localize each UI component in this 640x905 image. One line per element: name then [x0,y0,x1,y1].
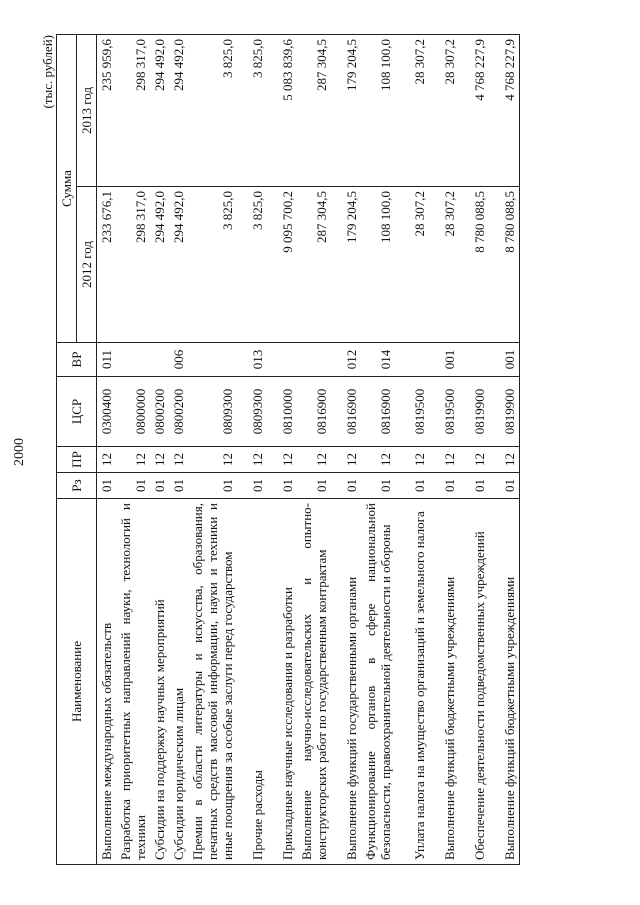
row-pr: 12 [297,447,331,473]
row-pr: 12 [169,447,188,473]
header-vr: ВР [57,343,97,377]
row-sum-2012: 294 492,0 [169,187,188,343]
table-row [267,35,297,865]
row-csr: 0816900 [297,377,331,447]
table-row [116,35,150,865]
row-pr: 12 [188,447,237,473]
row-vr: 012 [331,343,361,377]
row-vr: 001 [429,343,459,377]
row-vr [188,343,237,377]
row-sum-2013: 28 307,2 [395,35,429,187]
table-row [150,35,169,865]
row-pr: 12 [331,447,361,473]
row-vr: 006 [169,343,188,377]
row-csr: 0800200 [150,377,169,447]
units-label: (тыс. рублей) [40,35,55,109]
row-rz: 01 [97,473,117,499]
row-name: Прочие расходы [237,499,267,865]
row-sum-2012: 28 307,2 [429,187,459,343]
row-sum-2013: 28 307,2 [429,35,459,187]
row-csr: 0810000 [267,377,297,447]
header-pr: ПР [57,447,97,473]
row-vr [459,343,489,377]
row-vr: 013 [237,343,267,377]
row-csr: 0819500 [429,377,459,447]
header-rz: Рз [57,473,97,499]
header-year-2013: 2013 год [77,35,97,187]
row-sum-2012: 28 307,2 [395,187,429,343]
row-sum-2013: 108 100,0 [361,35,395,187]
row-csr: 0809300 [188,377,237,447]
row-name: Функционирование органов в сфере национальной безопасности, правоохранительной деятельности и обороны [361,499,395,865]
header-sum: Сумма [57,35,77,343]
row-pr: 12 [361,447,395,473]
table-row [331,35,361,865]
table-row [97,35,117,865]
table-row [361,35,395,865]
row-csr: 0809300 [237,377,267,447]
row-sum-2013: 294 492,0 [150,35,169,187]
row-pr: 12 [459,447,489,473]
table-header [57,35,97,865]
row-vr [395,343,429,377]
row-vr [150,343,169,377]
row-name: Выполнение научно-исследовательских и опытно-конструкторских работ по государственным контрактам [297,499,331,865]
table-row [395,35,429,865]
row-csr: 0819900 [459,377,489,447]
row-csr: 0300400 [97,377,117,447]
table-row [169,35,188,865]
table-row [429,35,459,865]
row-sum-2012: 298 317,0 [116,187,150,343]
row-csr: 0816900 [361,377,395,447]
row-sum-2013: 5 083 839,6 [267,35,297,187]
row-rz: 01 [188,473,237,499]
row-name: Обеспечение деятельности подведомственных учреждений [459,499,489,865]
table-body [97,35,520,865]
row-sum-2013: 298 317,0 [116,35,150,187]
row-sum-2012: 3 825,0 [237,187,267,343]
page-number: 2000 [12,438,27,466]
row-csr: 0816900 [331,377,361,447]
row-sum-2012: 3 825,0 [188,187,237,343]
table-row [188,35,237,865]
row-vr: 001 [489,343,520,377]
row-pr: 12 [237,447,267,473]
row-rz: 01 [459,473,489,499]
row-vr: 011 [97,343,117,377]
row-rz: 01 [116,473,150,499]
row-vr [267,343,297,377]
header-name: Наименование [57,499,97,865]
row-csr: 0800000 [116,377,150,447]
row-sum-2012: 9 095 700,2 [267,187,297,343]
table-row [297,35,331,865]
header-csr: ЦСР [57,377,97,447]
row-csr: 0819500 [395,377,429,447]
row-pr: 12 [267,447,297,473]
row-vr: 014 [361,343,395,377]
row-name: Субсидии на поддержку научных мероприятий [150,499,169,865]
row-sum-2012: 179 204,5 [331,187,361,343]
row-sum-2012: 8 780 088,5 [459,187,489,343]
row-sum-2013: 3 825,0 [188,35,237,187]
row-csr: 0819900 [489,377,520,447]
table-row [489,35,520,865]
row-rz: 01 [169,473,188,499]
row-name: Премии в области литературы и искусства, образования, печатных средств массовой информации, науки и техники и иные поощрения за особые заслуги перед государством [188,499,237,865]
row-pr: 12 [489,447,520,473]
row-rz: 01 [267,473,297,499]
row-sum-2013: 4 768 227,9 [459,35,489,187]
row-sum-2013: 235 959,6 [97,35,117,187]
row-sum-2013: 4 768 227,9 [489,35,520,187]
row-pr: 12 [97,447,117,473]
table-row [459,35,489,865]
row-name: Уплата налога на имущество организаций и земельного налога [395,499,429,865]
row-vr [297,343,331,377]
row-pr: 12 [429,447,459,473]
row-sum-2012: 8 780 088,5 [489,187,520,343]
row-sum-2013: 3 825,0 [237,35,267,187]
row-name: Субсидии юридическим лицам [169,499,188,865]
row-name: Прикладные научные исследования и разработки [267,499,297,865]
header-year-2012: 2012 год [77,187,97,343]
row-sum-2013: 294 492,0 [169,35,188,187]
row-rz: 01 [361,473,395,499]
row-pr: 12 [395,447,429,473]
row-rz: 01 [150,473,169,499]
row-name: Выполнение функций бюджетными учреждениями [429,499,459,865]
row-vr [116,343,150,377]
rotated-table-page [40,35,540,865]
row-rz: 01 [489,473,520,499]
row-rz: 01 [297,473,331,499]
table-row [237,35,267,865]
row-rz: 01 [395,473,429,499]
row-sum-2013: 287 304,5 [297,35,331,187]
row-sum-2012: 287 304,5 [297,187,331,343]
row-name: Выполнение функций бюджетными учреждениями [489,499,520,865]
row-sum-2012: 233 676,1 [97,187,117,343]
row-pr: 12 [116,447,150,473]
row-name: Разработка приоритетных направлений науки, технологий и техники [116,499,150,865]
row-pr: 12 [150,447,169,473]
row-sum-2012: 108 100,0 [361,187,395,343]
row-rz: 01 [237,473,267,499]
row-sum-2013: 179 204,5 [331,35,361,187]
row-rz: 01 [331,473,361,499]
budget-table [56,34,520,865]
row-name: Выполнение международных обязательств [97,499,117,865]
row-name: Выполнение функций государственными органами [331,499,361,865]
row-csr: 0800200 [169,377,188,447]
row-rz: 01 [429,473,459,499]
row-sum-2012: 294 492,0 [150,187,169,343]
